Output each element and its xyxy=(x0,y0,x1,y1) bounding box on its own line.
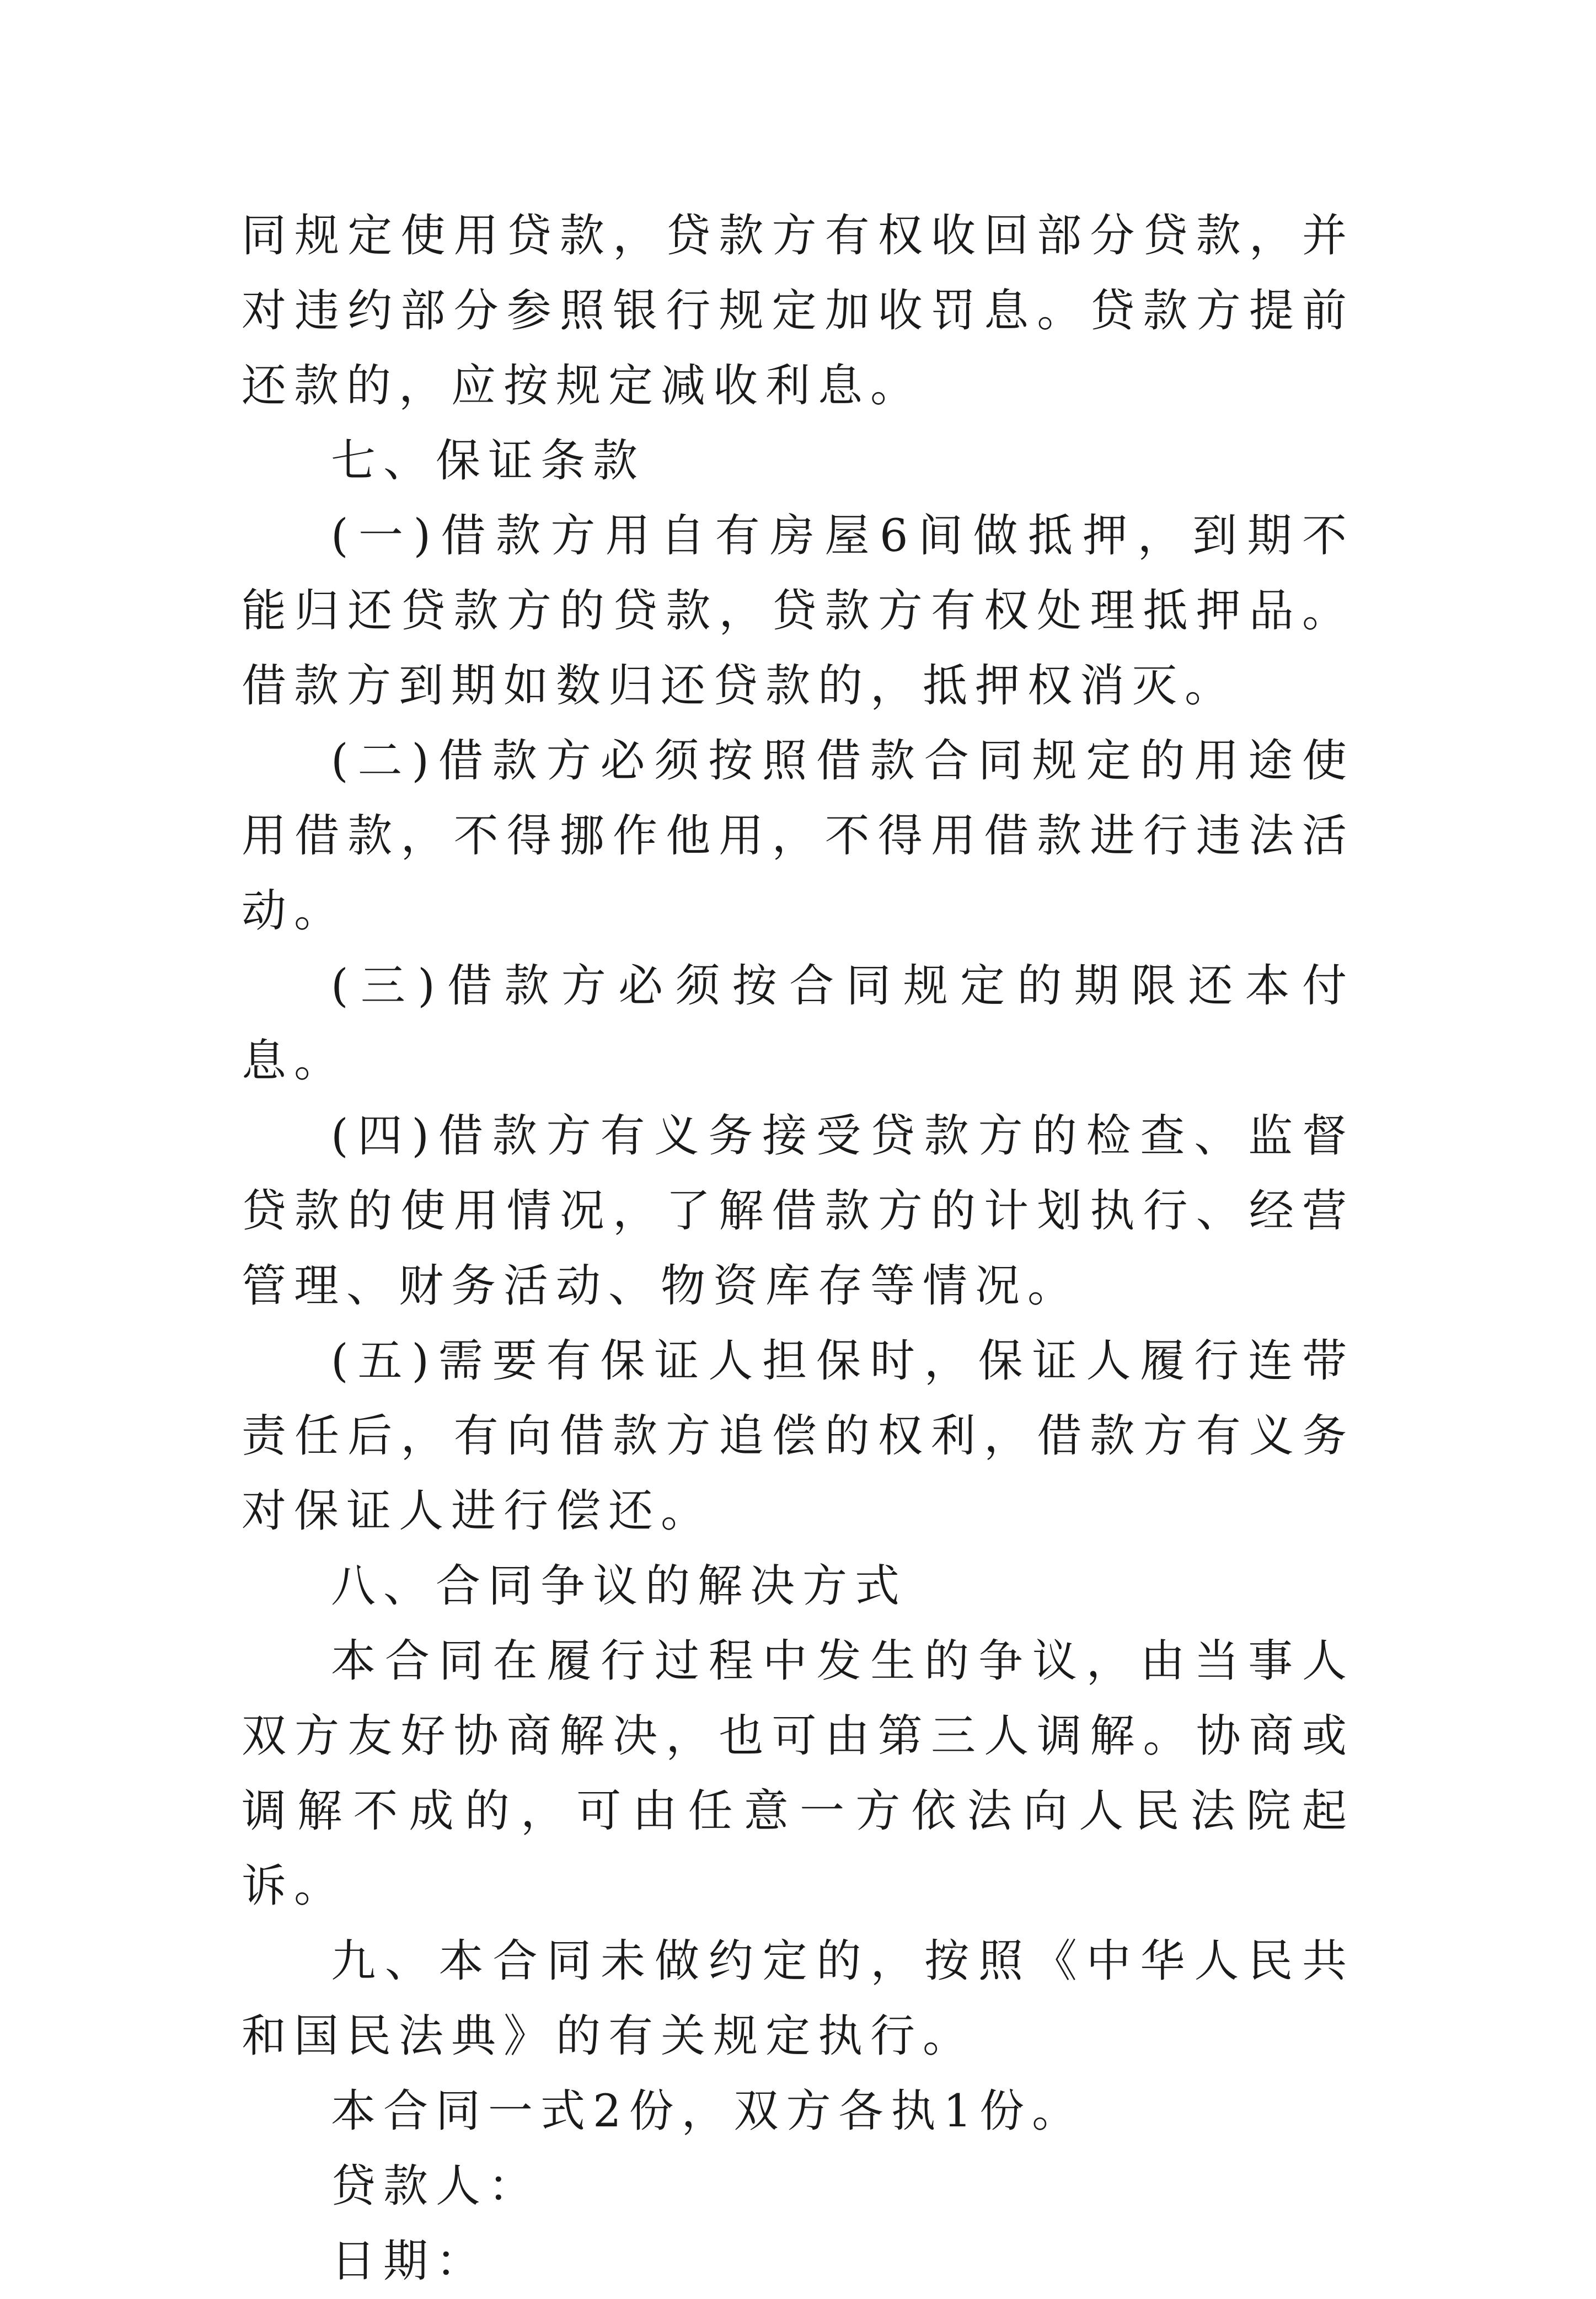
document-body xyxy=(242,199,1354,2299)
section-heading-guarantee: 七、保证条款 xyxy=(331,435,646,487)
clause-1: (一)借款方用自有房屋6间做抵押，到期不能归还贷款方的贷款，贷款方有权处理抵押品。借款方到期如数归还贷款的，抵押权消灭。 xyxy=(242,510,1354,712)
lender-signature-line: 贷款人： xyxy=(331,2161,541,2212)
clause-4: (四)借款方有义务接受贷款方的检查、监督贷款的使用情况，了解借款方的计划执行、经营管理、财务活动、物资库存等情况。 xyxy=(242,1110,1354,1312)
clause-2: (二)借款方必须按照借款合同规定的用途使用借款，不得挪作他用，不得用借款进行违法活动。 xyxy=(242,735,1354,937)
paragraph-continuation: 同规定使用贷款，贷款方有权收回部分贷款，并对违约部分参照银行规定加收罚息。贷款方提前还款的，应按规定减收利息。 xyxy=(242,210,1354,412)
section-heading-dispute: 八、合同争议的解决方式 xyxy=(331,1560,908,1612)
clause-3: (三)借款方必须按合同规定的期限还本付息。 xyxy=(242,960,1354,1087)
clause-5: (五)需要有保证人担保时，保证人履行连带责任后，有向借款方追偿的权利，借款方有义务对保证人进行偿还。 xyxy=(242,1335,1354,1537)
copies-statement: 本合同一式2份，双方各执1份。 xyxy=(331,2086,1085,2137)
dispute-paragraph: 本合同在履行过程中发生的争议，由当事人双方友好协商解决，也可由第三人调解。协商或调解不成的，可由任意一方依法向人民法院起诉。 xyxy=(242,1635,1354,1912)
section-nine: 九、本合同未做约定的，按照《中华人民共和国民法典》的有关规定执行。 xyxy=(242,1936,1354,2062)
date-line: 日期： xyxy=(331,2236,489,2287)
